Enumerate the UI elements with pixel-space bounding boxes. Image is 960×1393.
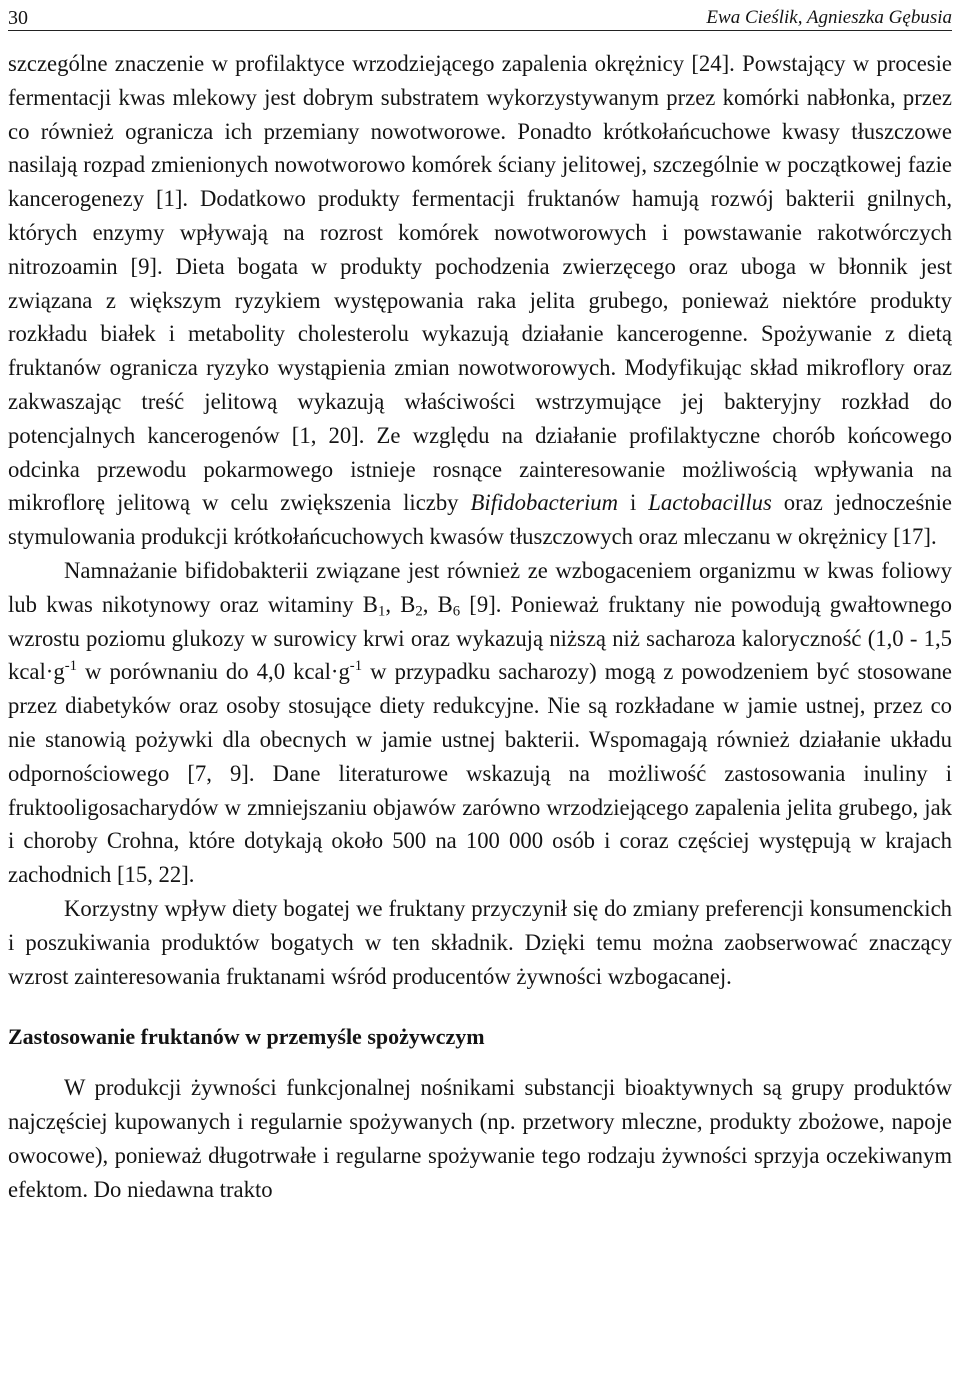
paragraph-3 (8, 892, 952, 993)
paragraph-2-text-2: , B (385, 591, 416, 617)
running-header-authors: Ewa Cieślik, Agnieszka Gębusia (706, 7, 952, 28)
paragraph-2-text-4: [9]. Ponieważ fruktany nie powodują gwałtownego wzrostu poziomu glukozy w surowicy krwi oraz wykazują niższą niż sacharoza kaloryczność (1,0 - 1,5 kcal·g (8, 591, 952, 685)
paragraph-4 (8, 1071, 952, 1206)
genus-bifidobacterium: Bifidobacterium (470, 490, 618, 516)
paragraph-4-text-1: W produkcji żywności funkcjonalnej nośnikami substancji bioaktywnych są grupy produktów najczęściej kupowanych i regularnie spożywanych (np. przetwory mleczne, produkty zbożowe, napoje owocowe), ponieważ długotrwałe i regularne spożywanie tego rodzaju żywności sprzyja oczekiwanym efektom. Do niedawna trakto (8, 1075, 952, 1202)
paragraph-1-text-1: szczególne znaczenie w profilaktyce wrzodziejącego zapalenia okrężnicy [24]. Powstający w procesie fermentacji kwas mlekowy jest dobrym substratem wykorzystywanym przez komórki nabłonka, przez co również ogranicza ich przemiany nowotworowe. Ponadto krótkołańcuchowe kwasy tłuszczowe nasilają rozpad zmienionych nowotworowo komórek ściany jelitowej, szczególnie w początkowej fazie kancerogenezy [1]. Dodatkowo produkty fermentacji fruktanów hamują rozwój bakterii gnilnych, których enzymy wpływają na rozrost komórek nowotworowych i powstawanie rakotwórczych nitrozoamin [9]. Dieta bogata w produkty pochodzenia zwierzęcego oraz uboga w błonnik jest związana z większym ryzykiem występowania raka jelita grubego, ponieważ niektóre produkty rozkładu białek i metabolity cholesterolu wykazują działanie kancerogenne. Spożywanie z dietą fruktanów ogranicza ryzyko wystąpienia zmian nowotworowych. Modyfikując skład mikroflory oraz zakwaszając treść jelitową wykazują właściwości wstrzymujące jej bakteryjny rozkład do potencjalnych kancerogenów [1, 20]. Ze względu na działanie profilaktyczne chorób końcowego odcinka przewodu pokarmowego istnieje rosnące zainteresowanie możliwością wpływania na mikroflorę jelitową w celu zwiększenia liczby (8, 51, 952, 516)
paragraph-1 (8, 47, 952, 554)
vitamin-b2-subscript: 2 (415, 603, 423, 620)
paragraph-2-text-6: w przypadku sacharozy) mogą z powodzeniem być stosowane przez diabetyków oraz osoby stosujące diety redukcyjne. Nie są rozkładane w jamie ustnej, przez co nie stanowią pożywki dla obecnych w jamie ustnej bakterii. Wspomagają również działanie układu odpornościowego [7, 9]. Dane literaturowe wskazują na możliwość zastosowania inuliny i fruktooligosacharydów w zmniejszaniu objawów zarówno wrzodziejącego zapalenia jelita grubego, jak i choroby Crohna, które dotykają około 500 na 100 000 osób i coraz częściej występują w krajach zachodnich [15, 22]. (8, 659, 952, 888)
genus-lactobacillus: Lactobacillus (648, 490, 772, 516)
page-number: 30 (8, 7, 28, 29)
paragraph-1-text-3: oraz jednocześnie stymulowania produkcji krótkołańcuchowych kwasów tłuszczowych oraz mleczanu w okrężnicy [17]. (8, 490, 952, 550)
paragraph-1-text-2: i (617, 490, 649, 516)
vitamin-b1-subscript: 1 (377, 603, 386, 620)
vitamin-b6-subscript: 6 (452, 603, 461, 620)
paragraph-2 (8, 554, 952, 892)
paragraph-2-text-3: , B (422, 591, 453, 617)
paragraph-3-text-1: Korzystny wpływ diety bogatej we fruktany przyczynił się do zmiany preferencji konsumenckich i poszukiwania produktów bogatych w ten składnik. Dzięki temu można zaobserwować znaczący wzrost zainteresowania fruktanami wśród producentów żywności wzbogacanej. (8, 895, 952, 989)
article-body (8, 47, 952, 1206)
section-heading: Zastosowanie fruktanów w przemyśle spożywczym (8, 1024, 485, 1050)
journal-page (8, 0, 952, 1393)
unit-exponent-1: -1 (64, 658, 77, 675)
paragraph-2-text-5: w porównaniu do 4,0 kcal·g (76, 659, 350, 685)
running-header (8, 0, 952, 31)
unit-exponent-2: -1 (349, 658, 363, 675)
paragraph-2-text-1: Namnażanie bifidobakterii związane jest również ze wzbogaceniem organizmu w kwas foliowy lub kwas nikotynowy oraz witaminy B (8, 557, 952, 617)
